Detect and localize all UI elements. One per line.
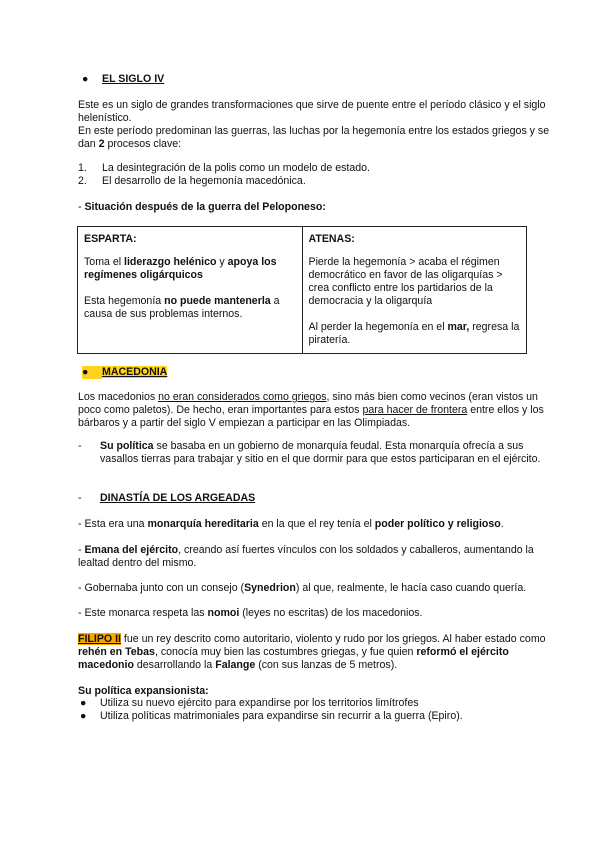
process-list <box>78 162 370 188</box>
atenas-title: ATENAS: <box>308 233 355 245</box>
situation-title: - Situación después de la guerra del Peloponeso: <box>78 201 326 213</box>
esparta-cell <box>78 227 303 354</box>
filipo-paragraph: FILIPO II fue un rey descrito como autoritario, violento y rudo por los griegos. Al haber estado como rehén en Tebas, conocía muy bien las costumbres griegas, y fue quien reformó el ejército macedonio desarrollando la Falange (con sus lanzas de 5 metros). <box>78 633 546 671</box>
heading-text: MACEDONIA <box>102 366 168 378</box>
expansion-title: Su política expansionista: <box>78 685 209 697</box>
expansion-list <box>80 697 463 723</box>
dinastia-point-4: - Este monarca respeta las nomoi (leyes no escritas) de los macedonios. <box>78 607 423 619</box>
bullet-icon: ● <box>82 73 89 85</box>
bullet-icon: ● <box>82 366 102 379</box>
esparta-paragraph-2: Esta hegemonía no puede mantenerla a causa de sus problemas internos. <box>84 295 280 320</box>
atenas-paragraph-2: Al perder la hegemonía en el mar, regresa la piratería. <box>308 321 520 346</box>
atenas-paragraph-1: Pierde la hegemonía > acaba el régimen democrático en favor de las oligarquías > crea conflicto entre los partidarios de la democracia y la oligarquía <box>308 256 503 307</box>
list-item: 1. La desintegración de la polis como un modelo de estado. <box>78 162 370 174</box>
dinastia-point-3: - Gobernaba junto con un consejo (Synedrion) al que, realmente, le hacía caso cuando quería. <box>78 582 527 594</box>
heading-text: EL SIGLO IV <box>102 73 165 85</box>
politica-item: - Su política se basaba en un gobierno de monarquía feudal. Esta monarquía ofrecía a sus vasallos tierras para trabajar y sitio en el que dormir para que estos participaran en el ejército. <box>78 440 541 465</box>
esparta-paragraph-1: Toma el liderazgo helénico y apoya los regímenes oligárquicos <box>84 256 277 281</box>
esparta-title: ESPARTA: <box>84 233 137 245</box>
dinastia-point-2: - Emana del ejército, creando así fuertes vínculos con los soldados y caballeros, aumentando la lealtad dentro del mismo. <box>78 544 534 569</box>
comparison-table <box>77 226 527 354</box>
section-heading-siglo-iv <box>82 73 164 86</box>
macedonia-paragraph: Los macedonios no eran considerados como griegos, sino más bien como vecinos (eran vistos un poco como paletos). De hecho, eran importantes para estos para hacer de frontera entre ellos y los bárbaros y a partir del siglo V empiezan a participar en las Olimpiadas. <box>78 391 544 429</box>
intro-paragraph-1: Este es un siglo de grandes transformaciones que sirve de puente entre el período clásico y el siglo helenístico. <box>78 99 546 124</box>
section-heading-macedonia <box>82 366 167 379</box>
bullet-icon: ● <box>80 697 87 709</box>
list-item: ● Utiliza políticas matrimoniales para expandirse sin recurrir a la guerra (Epiro). <box>80 710 463 722</box>
intro-paragraph-2: En este período predominan las guerras, las luchas por la hegemonía entre los estados griegos y se dan 2 procesos clave: <box>78 125 550 150</box>
dinastia-heading: - DINASTÍA DE LOS ARGEADAS <box>78 492 256 504</box>
atenas-cell <box>302 227 527 354</box>
bullet-icon: ● <box>80 710 87 722</box>
list-item: ● Utiliza su nuevo ejército para expandirse por los territorios limítrofes <box>80 697 419 709</box>
dinastia-point-1: - Esta era una monarquía hereditaria en la que el rey tenía el poder político y religioso. <box>78 518 504 530</box>
list-item: 2. El desarrollo de la hegemonía macedónica. <box>78 175 306 187</box>
